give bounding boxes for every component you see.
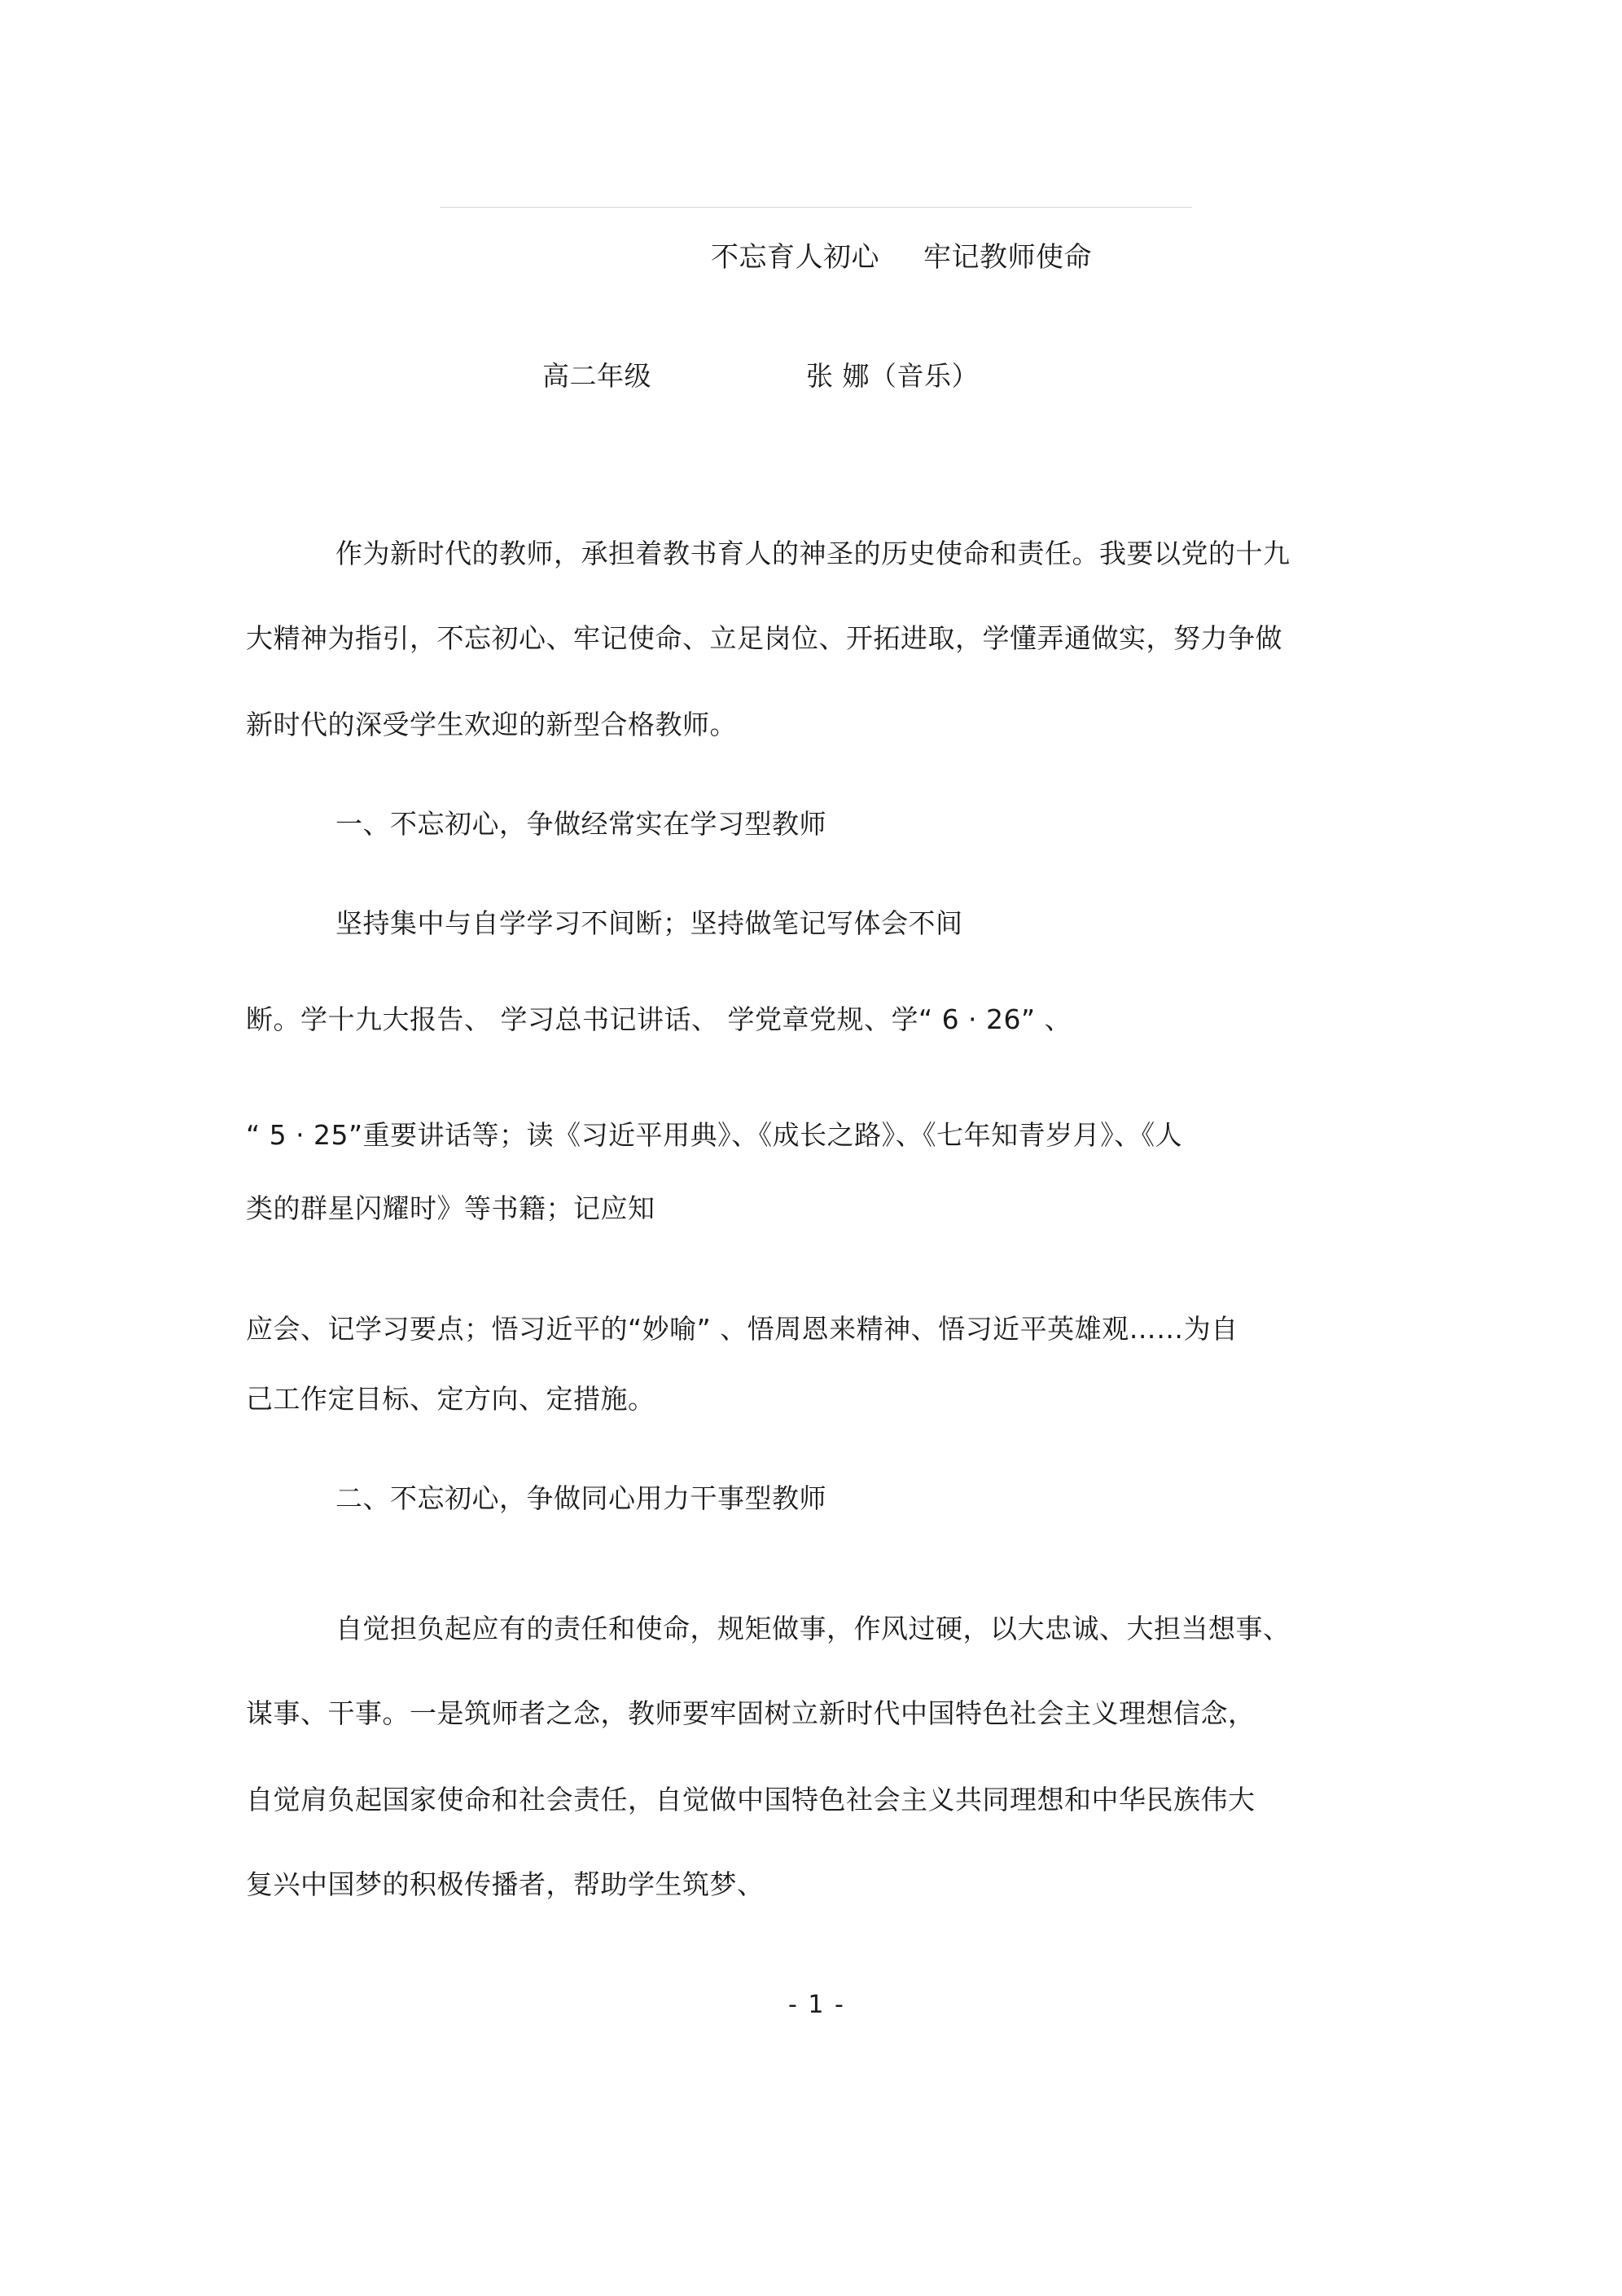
byline-grade: 高二年级 (542, 360, 651, 392)
title-part-1: 不忘育人初心 (711, 241, 879, 274)
header-rule (440, 207, 1192, 208)
section-1-line-4: 类的群星闪耀时》等书籍；记应知 (246, 1192, 655, 1224)
section-1-heading: 一、不忘初心，争做经常实在学习型教师 (335, 808, 826, 840)
intro-line-2: 大精神为指引，不忘初心、牢记使命、立足岗位、开拓进取，学懂弄通做实，努力争做 (246, 622, 1282, 654)
section-1-line-6: 己工作定目标、定方向、定措施。 (246, 1383, 655, 1415)
intro-line-1: 作为新时代的教师，承担着教书育人的神圣的历史使命和责任。我要以党的十九 (335, 538, 1291, 569)
intro-line-3: 新时代的深受学生欢迎的新型合格教师。 (246, 709, 737, 740)
section-1-line-3: “ 5 · 25”重要讲话等；读《习近平用典》、《成长之路》、《七年知青岁月》、《人 (246, 1119, 1183, 1151)
section-2-line-1: 自觉担负起应有的责任和使命，规矩做事，作风过硬，以大忠诚、大担当想事、 (335, 1613, 1291, 1644)
section-1-line-1: 坚持集中与自学学习不间断；坚持做笔记写体会不间 (335, 907, 963, 939)
section-1-line-5: 应会、记学习要点；悟习近平的“妙喻” 、悟周恩来精神、悟习近平英雄观……为自 (246, 1313, 1238, 1345)
byline-author: 张 娜（音乐） (806, 360, 979, 392)
section-2-line-2: 谋事、干事。一是筑师者之念，教师要牢固树立新时代中国特色社会主义理想信念， (246, 1697, 1256, 1729)
section-1-line-2: 断。学十九大报告、 学习总书记讲话、 学党章党规、学“ 6 · 26” 、 (246, 1003, 1072, 1035)
title-part-2: 牢记教师使命 (923, 241, 1092, 274)
section-2-line-4: 复兴中国梦的积极传播者，帮助学生筑梦、 (246, 1868, 765, 1900)
section-2-line-3: 自觉肩负起国家使命和社会责任，自觉做中国特色社会主义共同理想和中华民族伟大 (246, 1784, 1256, 1815)
page-number: - 1 - (788, 1991, 845, 2019)
section-2-heading: 二、不忘初心，争做同心用力干事型教师 (335, 1482, 826, 1514)
